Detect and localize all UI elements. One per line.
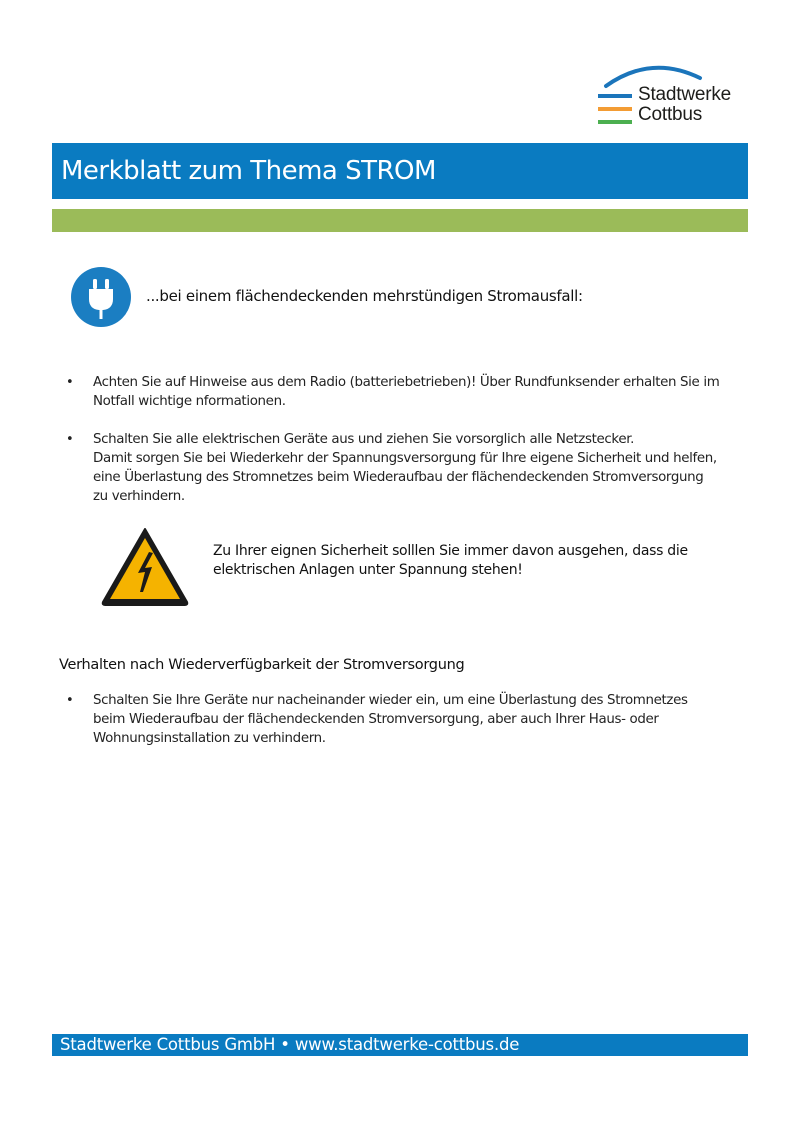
- list-item: [60, 691, 750, 748]
- bullet-list-outage: [60, 373, 750, 506]
- logo-text-line2: Cottbus: [638, 104, 703, 125]
- title-bar: [52, 143, 748, 199]
- logo-stripe-blue: [598, 94, 632, 98]
- list-item-line: • Schalten Sie Ihre Geräte nur nacheinander wieder ein, um eine Überlastung des Stromnetzes: [93, 693, 688, 708]
- high-voltage-warning-icon: [100, 526, 190, 606]
- warning-text-line: Zu Ihrer eignen Sicherheit solllen Sie immer davon ausgehen, dass die: [213, 543, 688, 559]
- warning-text: [213, 542, 733, 580]
- list-item: [60, 430, 750, 506]
- list-item-line: zu verhindern.: [93, 489, 185, 504]
- section-heading: Verhalten nach Wiederverfügbarkeit der Stromversorgung: [59, 657, 465, 673]
- list-item-line: beim Wiederaufbau der flächendeckenden Stromversorgung, aber auch Ihrer Haus- oder: [93, 712, 659, 727]
- bullet-list-recovery: [60, 691, 750, 748]
- footer-bar: [52, 1034, 748, 1056]
- list-item-line: Notfall wichtige nformationen.: [93, 394, 286, 409]
- list-item-line: Damit sorgen Sie bei Wiederkehr der Spannungsversorgung für Ihre eigene Sicherheit und helfen,: [93, 451, 717, 466]
- power-plug-icon: [71, 267, 131, 327]
- list-item-line: • Achten Sie auf Hinweise aus dem Radio (batteriebetrieben)! Über Rundfunksender erhalten Sie im: [93, 375, 720, 390]
- footer-text: Stadtwerke Cottbus GmbH • www.stadtwerke-cottbus.de: [60, 1035, 520, 1054]
- section-intro: ...bei einem flächendeckenden mehrstündigen Stromausfall:: [146, 287, 583, 305]
- list-item-line: • Schalten Sie alle elektrischen Geräte aus und ziehen Sie vorsorglich alle Netzstecker.: [93, 432, 635, 447]
- logo-text-line1: Stadtwerke: [638, 84, 732, 105]
- accent-bar: [52, 209, 748, 232]
- page-title: Merkblatt zum Thema STROM: [61, 156, 436, 186]
- list-item-line: Wohnungsinstallation zu verhindern.: [93, 731, 326, 746]
- warning-text-line: elektrischen Anlagen unter Spannung stehen!: [213, 562, 523, 578]
- logo-stripe-orange: [598, 107, 632, 111]
- list-item: [60, 373, 750, 411]
- company-logo: [596, 64, 756, 130]
- list-item-line: eine Überlastung des Stromnetzes beim Wiederaufbau der flächendeckenden Stromversorgung: [93, 470, 704, 485]
- logo-stripe-green: [598, 120, 632, 124]
